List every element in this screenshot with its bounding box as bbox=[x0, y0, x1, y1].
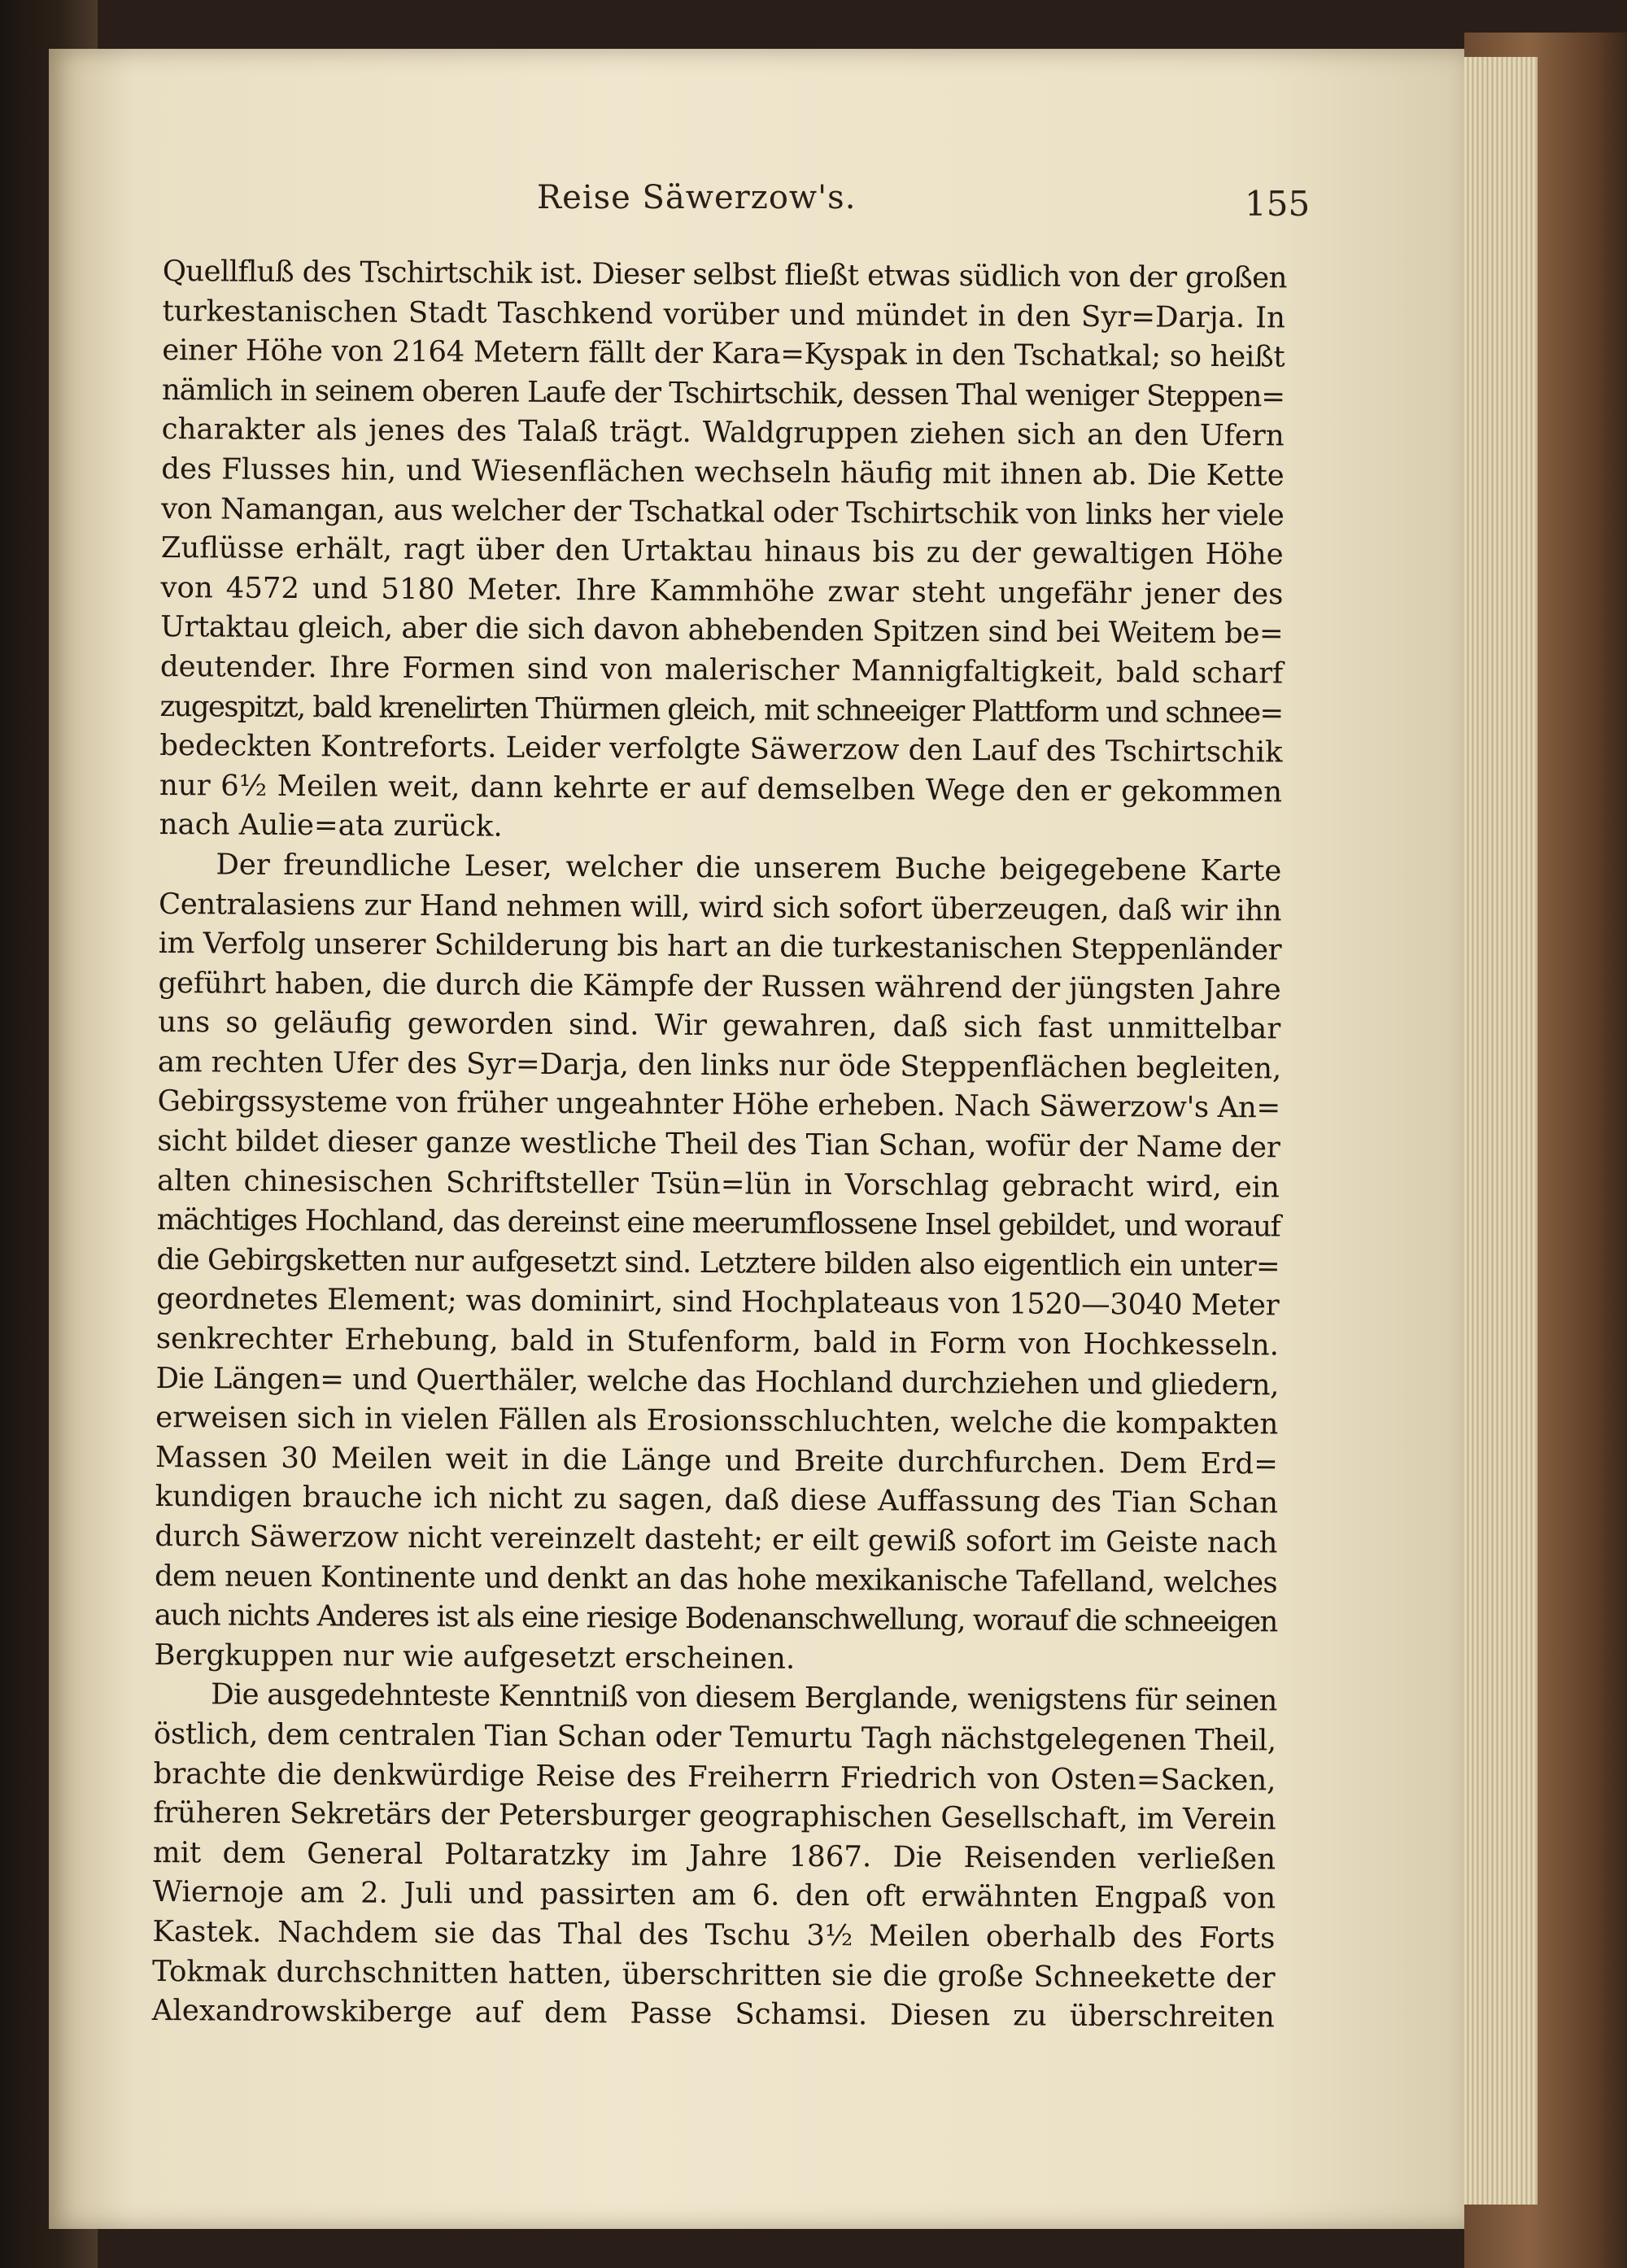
text-line: Wiernoje am 2. Juli und passirten am 6. den oft erwähnten Engpaß von bbox=[152, 1875, 1276, 1916]
text-line: dem neuen Kontinente und denkt an das hohe mexikanische Tafelland, welches bbox=[154, 1559, 1278, 1599]
text-line: Zuflüsse erhält, ragt über den Urtaktau hinaus bis zu der gewaltigen Höhe bbox=[160, 531, 1284, 572]
text-line: uns so geläufig geworden sind. Wir gewahren, daß sich fast unmittelbar bbox=[158, 1005, 1281, 1046]
running-title: Reise Säwerzow's. bbox=[537, 179, 857, 216]
text-line: zugespitzt, bald krenelirten Thürmen gleich, mit schneeiger Plattform und schnee= bbox=[159, 689, 1283, 730]
text-line: Tokmak durchschnitten hatten, überschritten sie die große Schneekette der bbox=[151, 1954, 1276, 1995]
text-line: kundigen brauche ich nicht zu sagen, daß diese Auffassung des Tian Schan bbox=[155, 1480, 1279, 1520]
text-line: geführt haben, die durch die Kämpfe der Russen während der jüngsten Jahre bbox=[158, 966, 1281, 1007]
text-line: von 4572 und 5180 Meter. Ihre Kammhöhe zwar steht ungefähr jener des bbox=[160, 570, 1284, 612]
text-line: im Verfolg unserer Schilderung bis hart an die turkestanischen Steppenländer bbox=[158, 927, 1282, 967]
text-line: mit dem General Poltaratzky im Jahre 1867. Die Reisenden verließen bbox=[152, 1835, 1276, 1877]
text-line: Die Längen= und Querthäler, welche das Hochland durchziehen und gliedern, bbox=[155, 1361, 1280, 1402]
paragraph-1 bbox=[159, 252, 1285, 852]
text-line: Urtaktau gleich, aber die sich davon abhebenden Spitzen sind bei Weitem be= bbox=[160, 610, 1284, 651]
text-line: deutender. Ihre Formen sind von malerischer Mannigfaltigkeit, bald scharf bbox=[159, 649, 1284, 691]
text-line: Die ausgedehnteste Kenntniß von diesem Berglande, wenigstens für seinen bbox=[211, 1677, 1277, 1718]
text-line: geordnetes Element; was dominirt, sind Hochplateaus von 1520—3040 Meter bbox=[156, 1282, 1280, 1323]
page-number: 155 bbox=[1245, 184, 1311, 224]
text-line: Bergkuppen nur wie aufgesetzt erscheinen. bbox=[154, 1638, 796, 1676]
text-line: Massen 30 Meilen weit in die Länge und Breite durchfurchen. Dem Erd= bbox=[155, 1440, 1279, 1481]
text-line: turkestanischen Stadt Taschkend vorüber und mündet in den Syr=Darja. In bbox=[162, 294, 1286, 335]
text-line: Der freundliche Leser, welcher die unserem Buche beigegebene Karte bbox=[216, 848, 1282, 888]
text-line: Gebirgssysteme von früher ungeahnter Höhe erheben. Nach Säwerzow's An= bbox=[157, 1084, 1280, 1125]
text-line: nur 6½ Meilen weit, dann kehrte er auf demselben Wege den er gekommen bbox=[159, 768, 1283, 809]
text-line: alten chinesischen Schriftsteller Tsün=lün in Vorschlag gebracht wird, ein bbox=[156, 1163, 1280, 1205]
text-line: bedeckten Kontreforts. Leider verfolgte Säwerzow den Lauf des Tschirtschik bbox=[159, 729, 1283, 770]
text-line: einer Höhe von 2164 Metern fällt der Kara=Kyspak in den Tschatkal; so heißt bbox=[162, 334, 1285, 374]
text-line: brachte die denkwürdige Reise des Freiherrn Friedrich von Osten=Sacken, bbox=[153, 1756, 1276, 1797]
text-line: nach Aulie=ata zurück. bbox=[159, 808, 503, 844]
text-line: Alexandrowskiberge auf dem Passe Schamsi. Diesen zu überschreiten bbox=[151, 1994, 1275, 2035]
text-line: früheren Sekretärs der Petersburger geographischen Gesellschaft, im Verein bbox=[153, 1796, 1276, 1837]
text-line: von Namangan, aus welcher der Tschatkal oder Tschirtschik von links her viele bbox=[160, 491, 1285, 532]
text-line: am rechten Ufer des Syr=Darja, den links nur öde Steppenflächen begleiten, bbox=[157, 1045, 1282, 1086]
text-line: durch Säwerzow nicht vereinzelt dasteht; er eilt gewiß sofort im Geiste nach bbox=[155, 1519, 1278, 1560]
text-line: nämlich in seinem oberen Laufe der Tschirtschik, dessen Thal weniger Steppen= bbox=[161, 373, 1285, 414]
book-page bbox=[49, 49, 1464, 2229]
text-line: mächtiges Hochland, das dereinst eine meerumflossene Insel gebildet, und worauf bbox=[156, 1203, 1280, 1244]
text-line: östlich, dem centralen Tian Schan oder Temurtu Tagh nächstgelegenen Theil, bbox=[153, 1716, 1276, 1758]
text-line: sicht bildet dieser ganze westliche Theil des Tian Schan, wofür der Name der bbox=[157, 1124, 1280, 1165]
paragraph-3 bbox=[152, 1675, 1277, 2038]
text-line: charakter als jenes des Talaß trägt. Waldgruppen ziehen sich an den Ufern bbox=[161, 412, 1285, 453]
text-line: Quellfluß des Tschirtschik ist. Dieser selbst fließt etwas südlich von der großen bbox=[162, 254, 1287, 295]
text-line: erweisen sich in vielen Fällen als Erosionsschluchten, welche die kompakten bbox=[155, 1401, 1279, 1441]
text-line: senkrechter Erhebung, bald in Stufenform, bald in Form von Hochkesseln. bbox=[155, 1322, 1280, 1363]
text-line: die Gebirgsketten nur aufgesetzt sind. Letztere bilden also eigentlich ein unter= bbox=[156, 1242, 1280, 1284]
text-line: Centralasiens zur Hand nehmen will, wird sich sofort überzeugen, daß wir ihn bbox=[158, 887, 1282, 927]
paragraph-2 bbox=[154, 845, 1281, 1682]
text-line: des Flusses hin, und Wiesenflächen wechseln häufig mit ihnen ab. Die Kette bbox=[161, 451, 1285, 493]
text-line: Kastek. Nachdem sie das Thal des Tschu 3½ Meilen oberhalb des Forts bbox=[152, 1914, 1276, 1956]
body-text bbox=[152, 252, 1285, 2038]
text-line: auch nichts Anderes ist als eine riesige Bodenanschwellung, worauf die schneeigen bbox=[154, 1599, 1277, 1639]
page-header bbox=[537, 171, 1350, 244]
